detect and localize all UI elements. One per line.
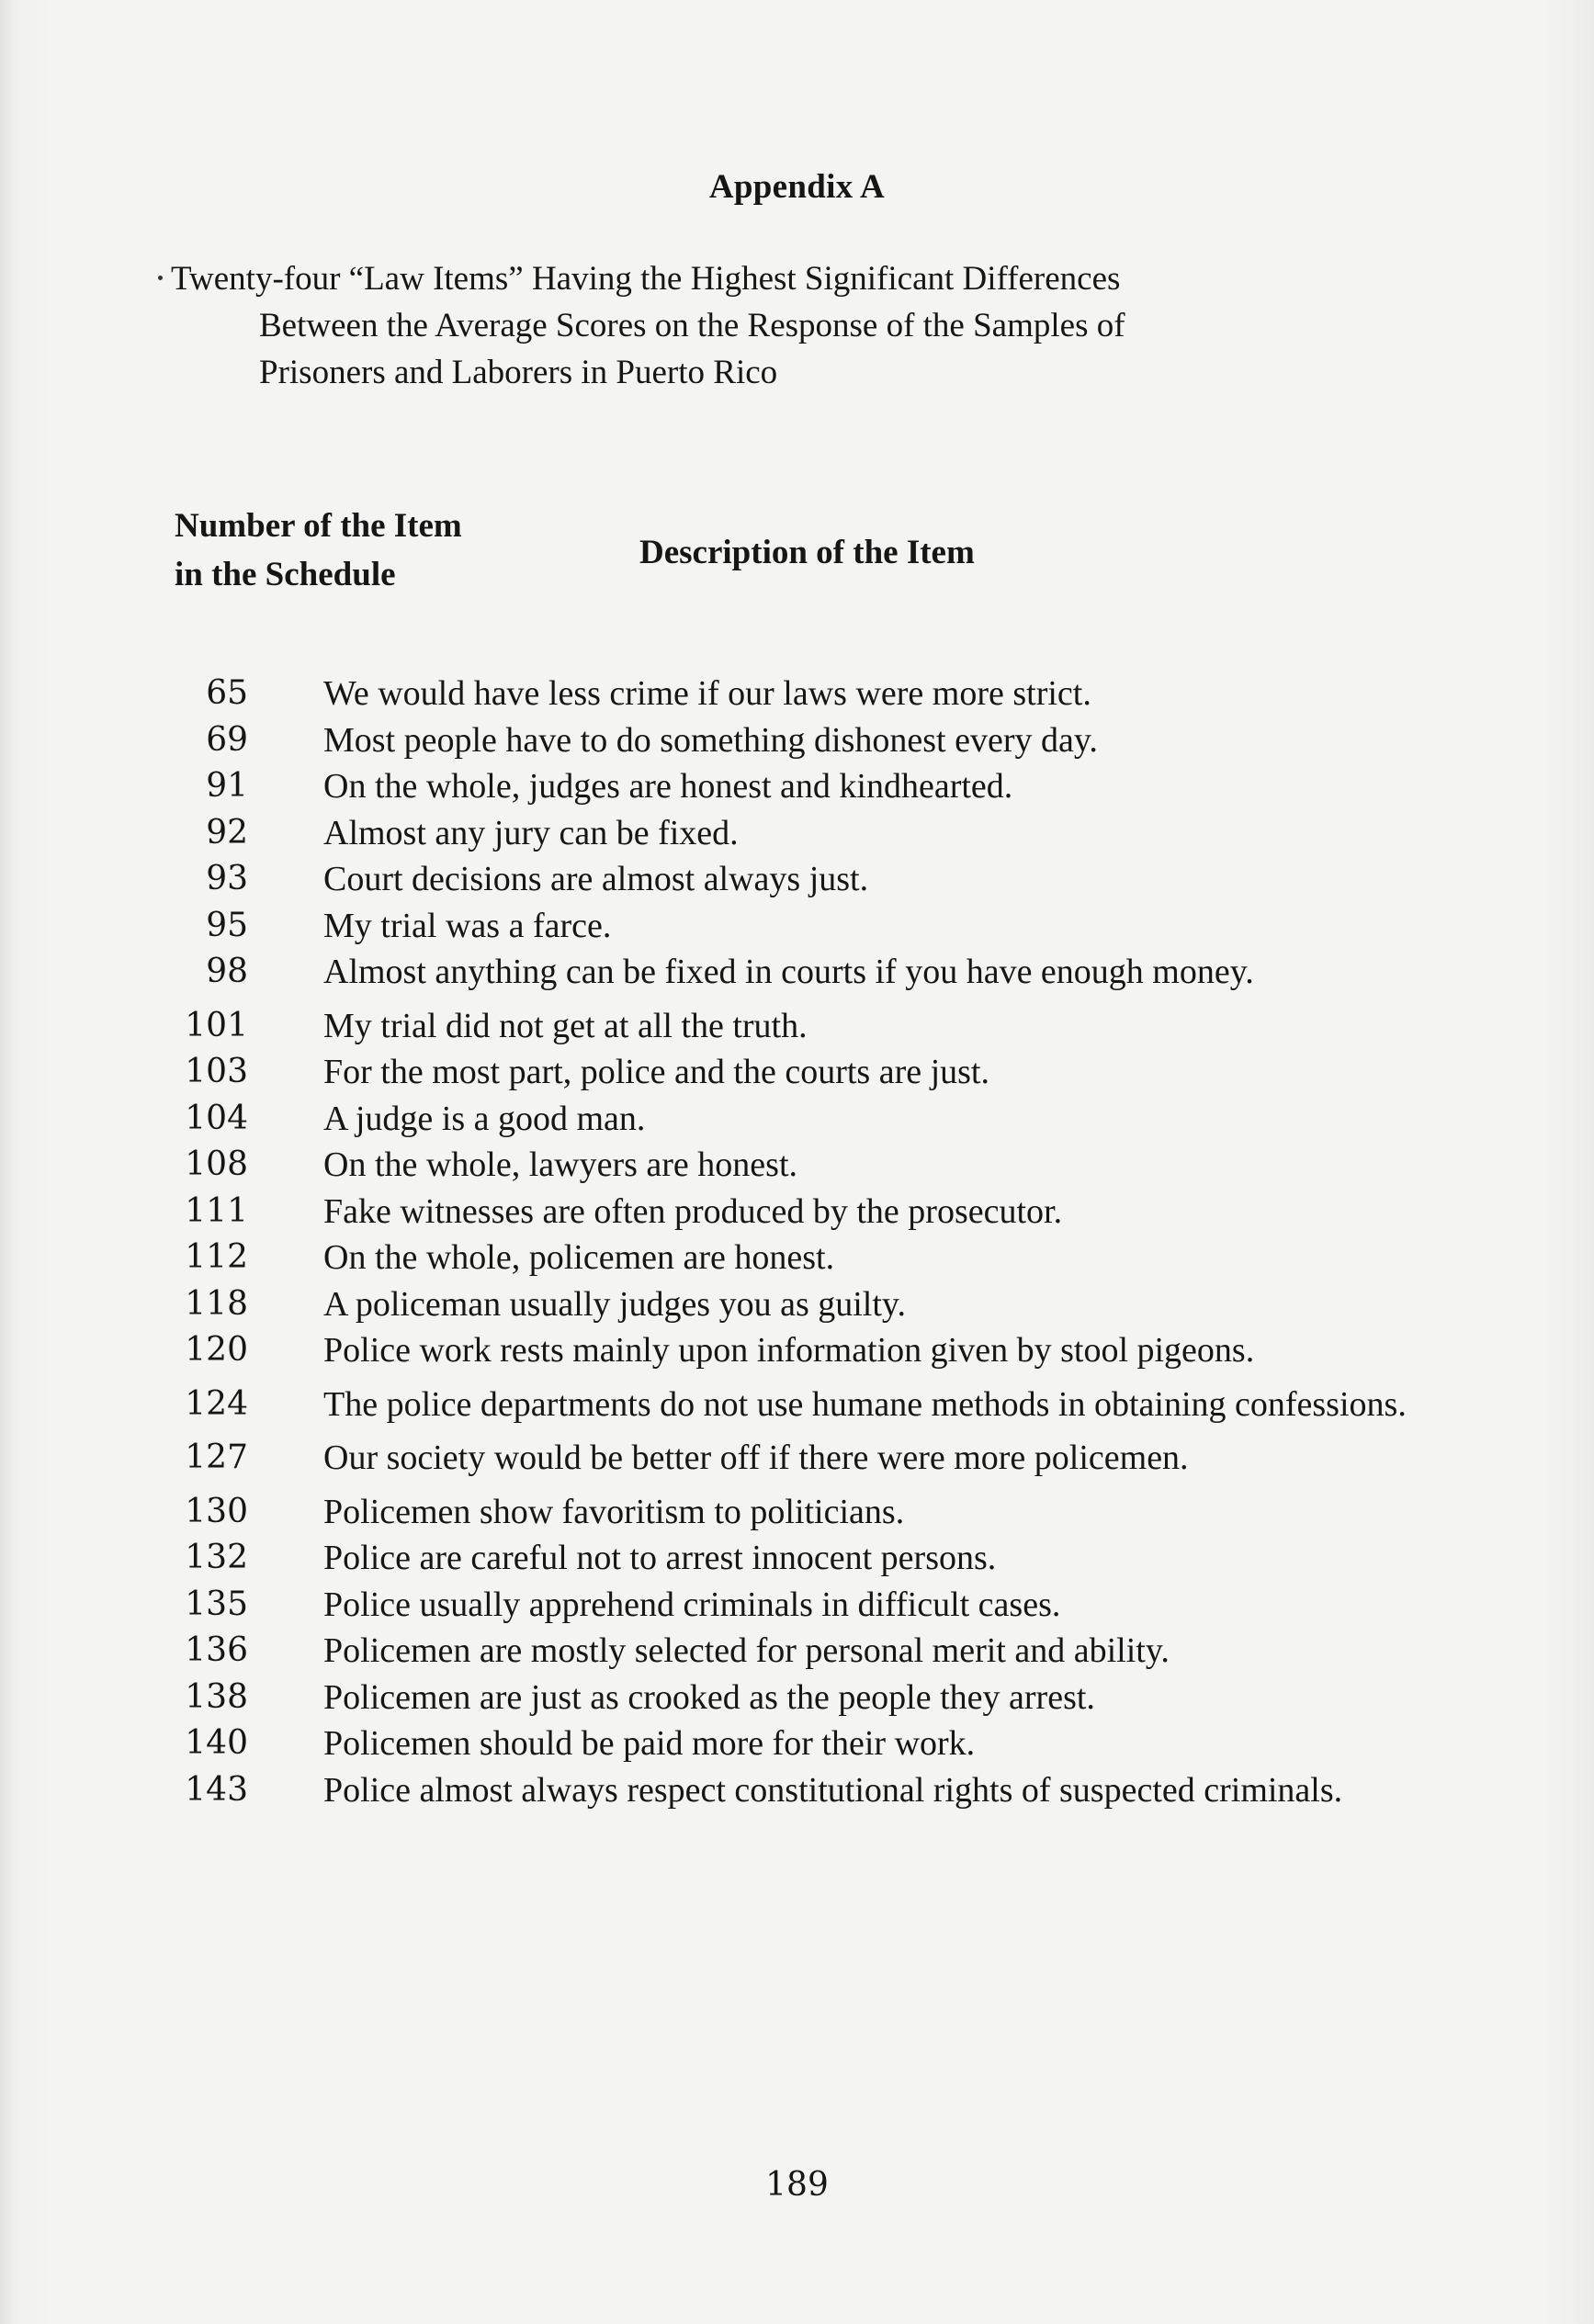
- item-description: Policemen show favoritism to politicians.: [323, 1492, 905, 1531]
- table-caption: [171, 255, 1475, 396]
- item-number: 92: [206, 813, 248, 852]
- table-row: [138, 810, 1470, 857]
- item-number: 108: [185, 1145, 248, 1183]
- item-number: 140: [185, 1724, 248, 1762]
- item-number: 124: [185, 1384, 248, 1423]
- table-row: [138, 1767, 1470, 1814]
- table-row: [138, 1382, 1470, 1428]
- table-row: [138, 1142, 1470, 1189]
- item-description: Police almost always respect constitutional rights of suspected criminals.: [323, 1770, 1343, 1810]
- item-description: Fake witnesses are often produced by the prosecutor.: [323, 1191, 1063, 1231]
- item-number: 127: [185, 1438, 248, 1476]
- item-description: The police departments do not use humane methods in obtaining confessions.: [323, 1384, 1407, 1424]
- table-row: [138, 1189, 1470, 1235]
- item-description: My trial did not get at all the truth.: [323, 1006, 808, 1045]
- item-number: 95: [206, 906, 248, 944]
- page-number: 189: [765, 2166, 829, 2204]
- column-header-number-line-2: in the Schedule: [175, 556, 396, 593]
- item-number: 138: [185, 1677, 248, 1716]
- item-number: 104: [185, 1099, 248, 1137]
- table-row: [138, 1489, 1470, 1536]
- item-number: 120: [185, 1331, 248, 1369]
- table-row: [138, 856, 1470, 903]
- item-number: 132: [185, 1539, 248, 1576]
- table-row: [138, 1675, 1470, 1721]
- item-number: 112: [185, 1238, 248, 1276]
- table-row: [138, 1003, 1470, 1050]
- item-number: 136: [185, 1631, 248, 1669]
- table-row: [138, 1435, 1470, 1482]
- item-description: Police work rests mainly upon information given by stool pigeons.: [323, 1331, 1255, 1370]
- item-description: Policemen are just as crooked as the people they arrest.: [323, 1677, 1095, 1717]
- table-row: [138, 1327, 1470, 1374]
- item-number: 130: [185, 1492, 248, 1530]
- item-number: 111: [185, 1191, 248, 1230]
- item-number: 135: [185, 1585, 248, 1623]
- item-description: A policeman usually judges you as guilty.: [323, 1284, 906, 1324]
- column-header-number-line-1: Number of the Item: [175, 507, 462, 545]
- item-number: 65: [206, 674, 248, 712]
- caption-line-3: Prisoners and Laborers in Puerto Rico: [259, 354, 778, 391]
- item-description: Policemen are mostly selected for personal merit and ability.: [323, 1631, 1170, 1670]
- table-row: [138, 903, 1470, 950]
- item-description: We would have less crime if our laws were more strict.: [323, 674, 1091, 713]
- item-description: Almost anything can be fixed in courts if you have enough money.: [323, 953, 1254, 991]
- item-description: Policemen should be paid more for their work.: [323, 1724, 976, 1763]
- item-number: 69: [206, 720, 248, 759]
- item-description: A judge is a good man.: [323, 1099, 646, 1138]
- table-row: [138, 671, 1470, 717]
- item-number: 93: [206, 860, 248, 897]
- margin-mark: [158, 276, 163, 280]
- item-number: 118: [185, 1284, 248, 1323]
- item-number: 101: [185, 1006, 248, 1044]
- table-row: [138, 1720, 1470, 1767]
- caption-line-2: Between the Average Scores on the Response of the Samples of: [259, 307, 1125, 344]
- table-row: [138, 1096, 1470, 1143]
- item-description: On the whole, policemen are honest.: [323, 1238, 835, 1277]
- item-description: Our society would be better off if there were more policemen.: [323, 1438, 1189, 1477]
- item-description: Police usually apprehend criminals in difficult cases.: [323, 1585, 1061, 1624]
- table-row: [138, 1235, 1470, 1281]
- item-number: 91: [206, 767, 248, 805]
- item-description: For the most part, police and the courts are just.: [323, 1053, 989, 1091]
- table-row: [138, 1628, 1470, 1675]
- caption-line-1: Twenty-four “Law Items” Having the Highest Significant Differences: [171, 260, 1121, 298]
- column-header-number: [175, 502, 462, 599]
- item-description: Almost any jury can be fixed.: [323, 813, 739, 852]
- column-header-description: Description of the Item: [639, 534, 975, 571]
- table-row: [138, 1281, 1470, 1328]
- item-number: 143: [185, 1770, 248, 1809]
- item-number: 98: [206, 953, 248, 990]
- table-row: [138, 717, 1470, 764]
- item-description: Police are careful not to arrest innocent persons.: [323, 1539, 997, 1577]
- table-row: [138, 949, 1470, 996]
- table-row: [138, 1049, 1470, 1096]
- item-description: On the whole, lawyers are honest.: [323, 1145, 798, 1184]
- table-row: [138, 763, 1470, 810]
- item-description: On the whole, judges are honest and kindhearted.: [323, 767, 1013, 806]
- item-description: Most people have to do something dishonest every day.: [323, 720, 1098, 760]
- table-row: [138, 1582, 1470, 1629]
- item-description: Court decisions are almost always just.: [323, 860, 869, 898]
- item-number: 103: [185, 1053, 248, 1090]
- appendix-title: Appendix A: [708, 168, 886, 206]
- table-row: [138, 1535, 1470, 1582]
- items-table: [138, 671, 1470, 1821]
- item-description: My trial was a farce.: [323, 906, 612, 945]
